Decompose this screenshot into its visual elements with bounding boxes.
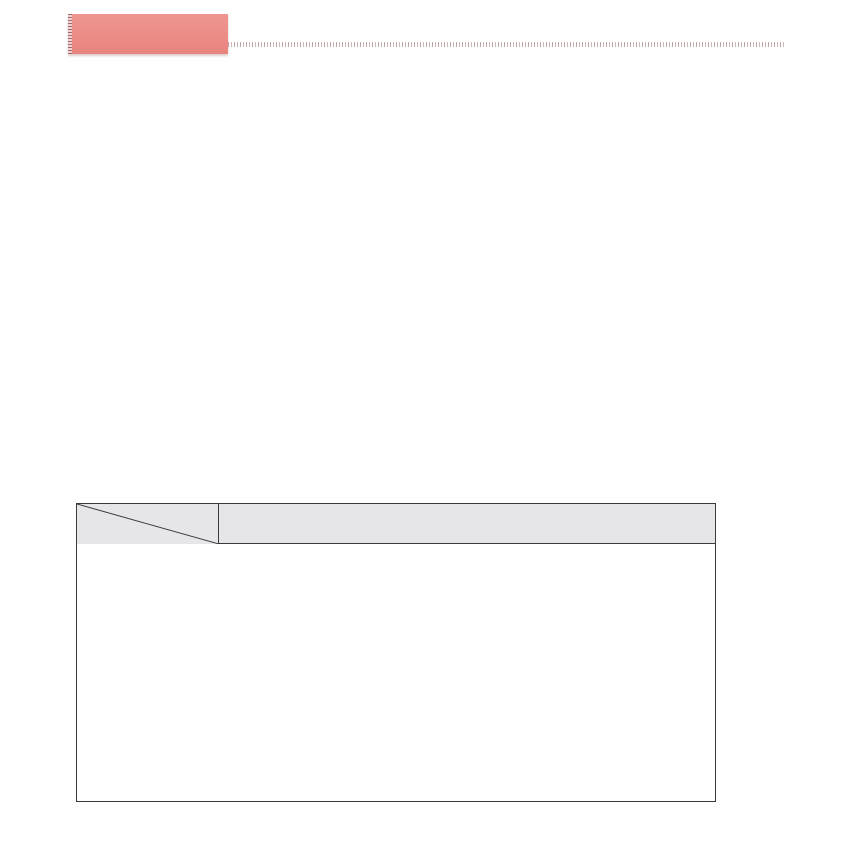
cultivation-schedule-table: [76, 503, 716, 802]
dotted-divider: [228, 42, 784, 47]
ribbon-torn-edge: [68, 14, 72, 54]
section-header: [68, 14, 228, 54]
corner-header-cell: [77, 504, 219, 544]
month-header-row: [77, 504, 715, 544]
section-ribbon: [68, 14, 228, 54]
diagonal-line: [77, 504, 219, 544]
